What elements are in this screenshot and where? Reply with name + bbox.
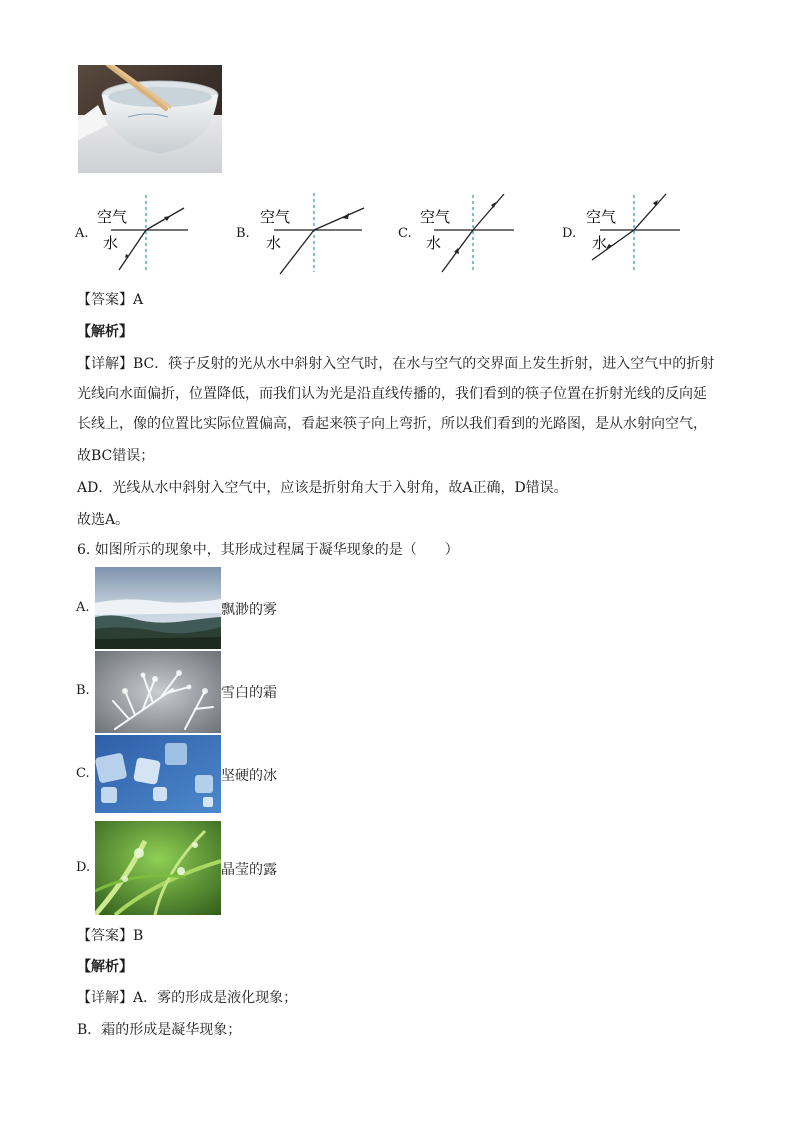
q6-detail-line: 【详解】A．雾的形成是液化现象；: [77, 990, 298, 1006]
water-label: 水: [266, 234, 282, 252]
refraction-diagram-b: [254, 190, 366, 275]
option-letter: C.: [76, 766, 90, 781]
air-label: 空气: [260, 208, 291, 226]
q5-analysis-heading: 【解析】: [77, 324, 133, 340]
q6-question: 6. 如图所示的现象中，其形成过程属于凝华现象的是（ ）: [77, 542, 459, 558]
option-letter: D.: [562, 226, 577, 241]
option-text: 雪白的霜: [221, 685, 277, 701]
q5-detail-line: 故选A。: [77, 512, 130, 528]
diagram-option-a: [75, 190, 195, 275]
q5-detail-line: AD．光线从水中斜射入空气中，应该是折射角大于入射角，故A正确，D错误。: [77, 480, 568, 496]
option-text: 晶莹的露: [221, 862, 277, 878]
q5-detail-line: 【详解】BC．筷子反射的光从水中斜射入空气时，在水与空气的交界面上发生折射，进入空气中的折射: [77, 356, 715, 372]
option-letter: A.: [76, 600, 90, 615]
q6-answer: 【答案】B: [77, 928, 144, 944]
option-letter: A.: [75, 226, 89, 241]
q6-detail-line: B．霜的形成是凝华现象；: [77, 1022, 242, 1038]
ice-photo: [95, 735, 221, 813]
option-letter: B.: [236, 226, 250, 241]
q5-answer: 【答案】A: [77, 292, 144, 308]
q6-analysis-heading: 【解析】: [77, 959, 133, 975]
water-label: 水: [426, 234, 442, 252]
water-label: 水: [103, 234, 119, 252]
refraction-diagram-d: [580, 190, 682, 275]
air-label: 空气: [420, 208, 451, 226]
diagram-option-d: [562, 190, 682, 275]
fog-photo: [95, 567, 221, 649]
bowl-chopstick-photo: [78, 65, 222, 173]
refraction-diagram-a: [91, 190, 195, 275]
option-letter: C.: [398, 226, 412, 241]
frost-photo: [95, 651, 221, 733]
option-text: 坚硬的冰: [221, 768, 277, 784]
dew-photo: [95, 821, 221, 915]
water-label: 水: [592, 234, 608, 252]
diagram-option-b: [236, 190, 366, 275]
q5-detail-line: 故BC错误；: [77, 448, 155, 464]
diagram-option-c: [398, 190, 518, 275]
option-text: 飘渺的雾: [221, 602, 277, 618]
q5-detail-line: 光线向水面偏折，位置降低，而我们认为光是沿直线传播的，我们看到的筷子位置在折射光线的反向延: [77, 386, 707, 402]
q5-detail-line: 长线上，像的位置比实际位置偏高，看起来筷子向上弯折，所以我们看到的光路图，是从水射向空气，: [77, 416, 707, 432]
refraction-diagram-c: [414, 190, 518, 275]
option-letter: B.: [76, 683, 90, 698]
option-letter: D.: [76, 860, 91, 875]
air-label: 空气: [586, 208, 617, 226]
air-label: 空气: [97, 208, 128, 226]
